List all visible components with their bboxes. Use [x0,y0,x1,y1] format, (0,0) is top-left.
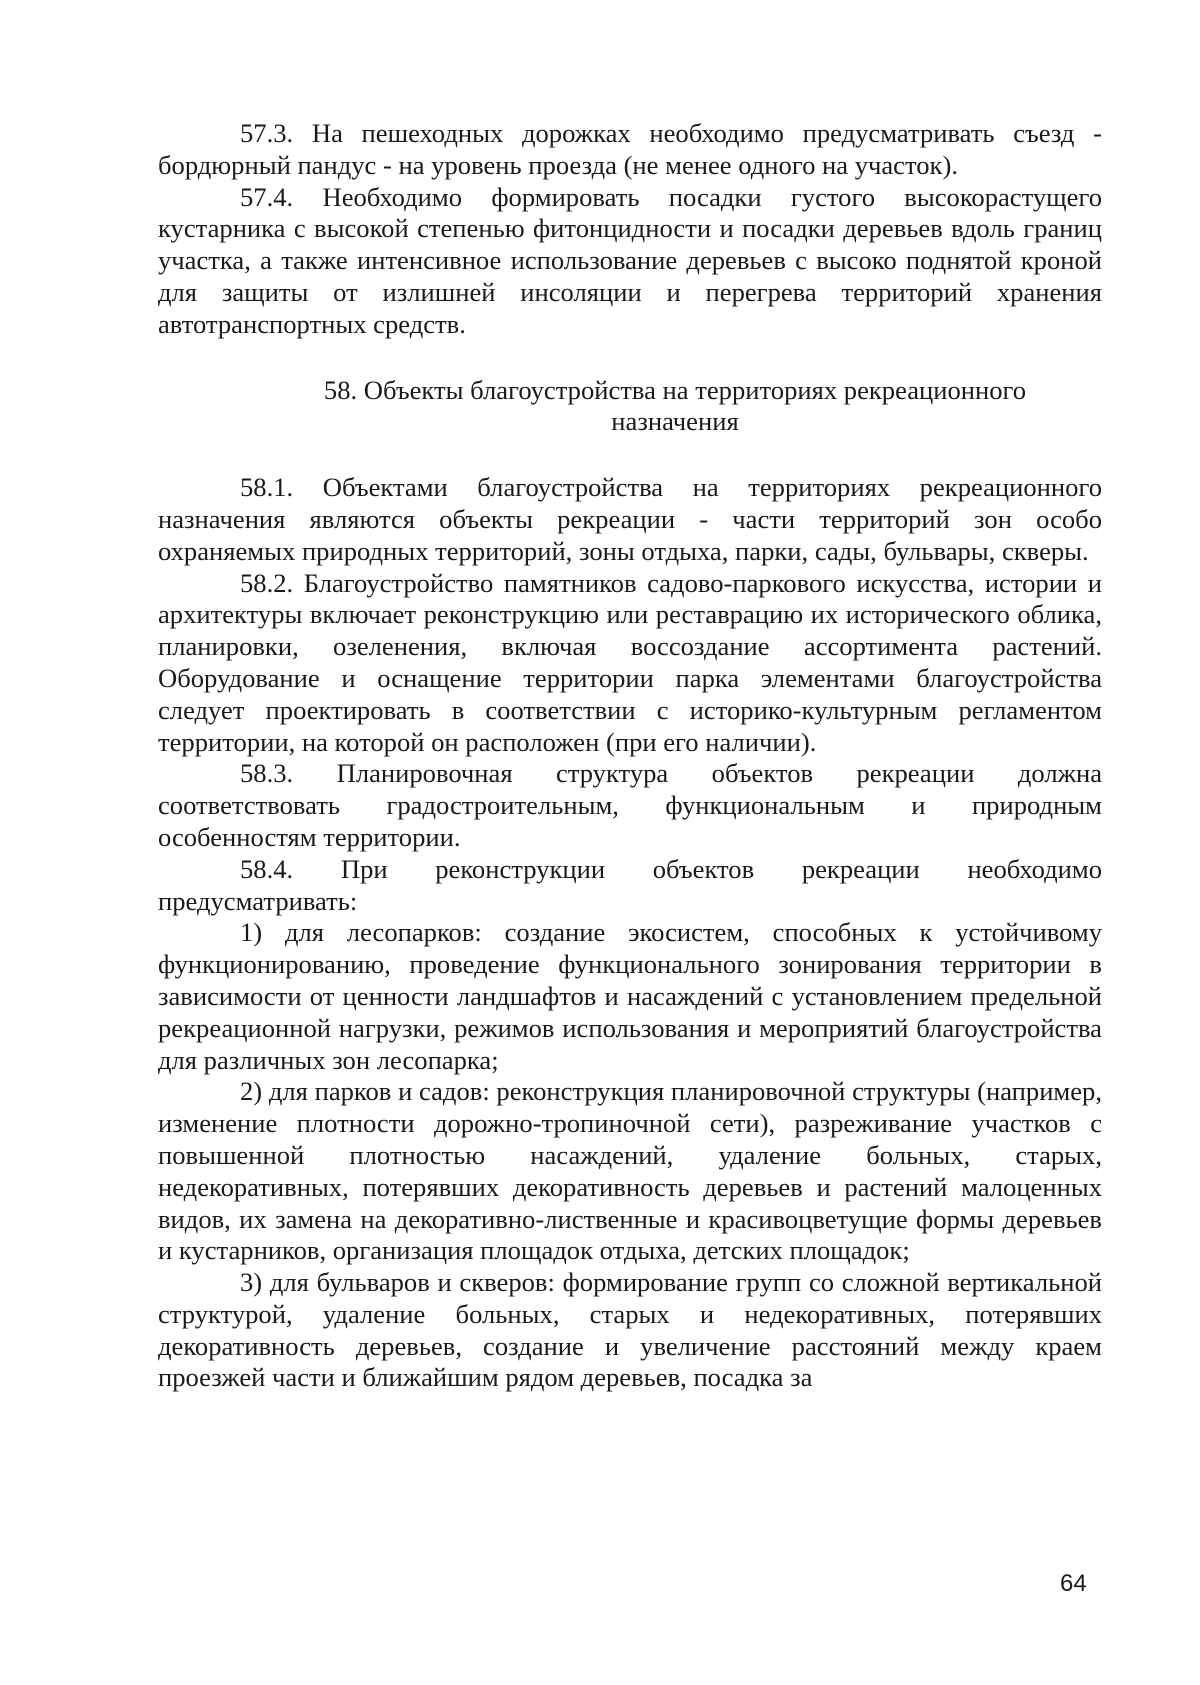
list-item-parks-gardens: 2) для парков и садов: реконструкция планировочной структуры (например, изменение плотности дорожно-тропиночной сети), разреживание участков с повышенной плотностью насаждений, удаление больных, старых, недекоративных, потерявших декоративность деревьев и растений малоценных видов, их замена на декоративно-лиственные и красивоцветущие формы деревьев и кустарников, организация площадок отдыха, детских площадок; [158,1076,1102,1266]
paragraph-58-1: 58.1. Объектами благоустройства на территориях рекреационного назначения являются объекты рекреации - части территорий зон особо охраняемых природных территорий, зоны отдыха, парки, сады, бульвары, скверы. [158,472,1102,566]
list-item-forest-parks: 1) для лесопарков: создание экосистем, способных к устойчивому функционированию, проведение функционального зонирования территории в зависимости от ценности ландшафтов и насаждений с установлением предельной рекреационной нагрузки, режимов использования и мероприятий благоустройства для различных зон лесопарка; [158,917,1102,1075]
list-item-boulevards-squares: 3) для бульваров и скверов: формирование групп со сложной вертикальной структурой, удаление больных, старых и недекоративных, потерявших декоративность деревьев, создание и увеличение расстояний между краем проезжей части и ближайшим рядом деревьев, посадка за [158,1267,1102,1393]
paragraph-57-3: 57.3. На пешеходных дорожках необходимо предусматривать съезд - бордюрный пандус - на уровень проезда (не менее одного на участок). [158,118,1102,180]
section-heading-58 [158,375,1102,439]
paragraph-58-3: 58.3. Планировочная структура объектов рекреации должна соответствовать градостроительным, функциональным и природным особенностям территории. [158,758,1102,852]
section-heading-line-2: назначения [611,406,739,437]
section-heading-line-1: 58. Объекты благоустройства на территориях рекреационного [323,374,1027,405]
page-number: 64 [1060,1570,1087,1597]
page-content [158,118,1102,1394]
paragraph-57-4: 57.4. Необходимо формировать посадки густого высокорастущего кустарника с высокой степенью фитонцидности и посадки деревьев вдоль границ участка, а также интенсивное использование деревьев с высоко поднятой кроной для защиты от излишней инсоляции и перегрева территорий хранения автотранспортных средств. [158,181,1102,339]
paragraph-58-2: 58.2. Благоустройство памятников садово-паркового искусства, истории и архитектуры включает реконструкцию или реставрацию их исторического облика, планировки, озеленения, включая воссоздание ассортимента растений. Оборудование и оснащение территории парка элементами благоустройства следует проектировать в соответствии с историко-культурным регламентом территории, на которой он расположен (при его наличии). [158,567,1102,757]
paragraph-58-4: 58.4. При реконструкции объектов рекреации необходимо предусматривать: [158,853,1102,916]
